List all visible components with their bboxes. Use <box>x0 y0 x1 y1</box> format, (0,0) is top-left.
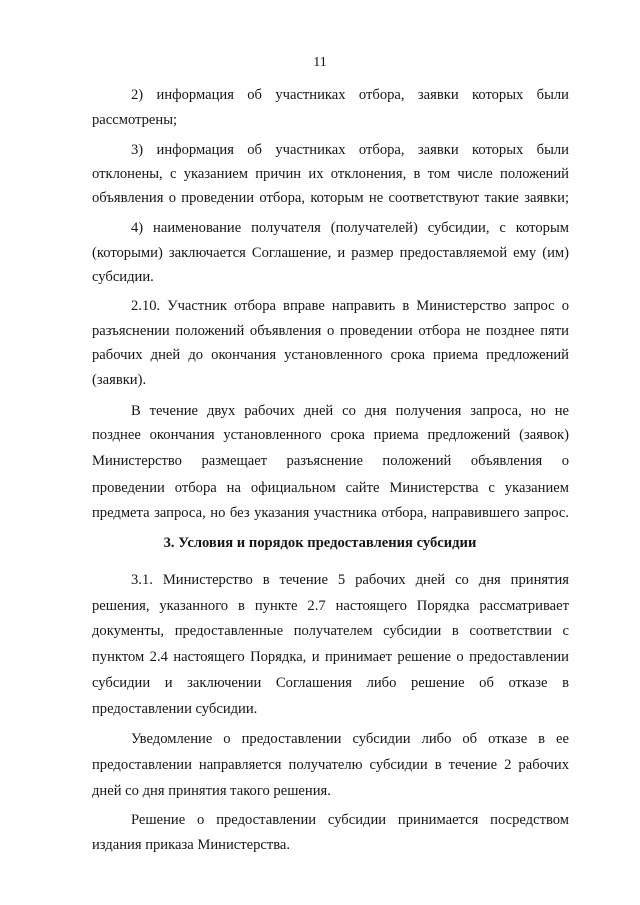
notification-paragraph-line-2: предоставлении направляется получателю субсидии в течение 2 рабочих <box>92 757 569 773</box>
clause-2-10-line-4: (заявки). <box>92 372 147 388</box>
clause-3-1-line-1: 3.1. Министерство в течение 5 рабочих дней со дня принятия <box>131 572 569 588</box>
item-4-line-1: 4) наименование получателя (получателей) субсидии, с которым <box>131 220 569 236</box>
clause-3-1-line-3: документы, предоставленные получателем субсидии в соответствии с <box>92 623 569 639</box>
clause-3-1-line-4: пунктом 2.4 настоящего Порядка, и принимает решение о предоставлении <box>92 649 569 665</box>
item-3-line-2: отклонены, с указанием причин их отклонения, в том числе положений <box>92 166 569 182</box>
item-3-line-1: 3) информация об участниках отбора, заявки которых были <box>131 142 569 158</box>
request-paragraph-line-3: Министерство размещает разъяснение положений объявления о <box>92 453 569 469</box>
item-4-line-2: (которыми) заключается Соглашение, и размер предоставляемой ему (им) <box>92 245 569 261</box>
page-number: 11 <box>313 55 327 70</box>
notification-paragraph-line-3: дней со дня принятия такого решения. <box>92 783 331 799</box>
request-paragraph-line-2: позднее окончания установленного срока приема предложений (заявок) <box>92 427 569 443</box>
clause-3-1-line-2: решения, указанного в пункте 2.7 настоящего Порядка рассматривает <box>92 598 569 614</box>
request-paragraph-line-5: предмета запроса, но без указания участника отбора, направившего запрос. <box>92 505 569 521</box>
item-2-line-2: рассмотрены; <box>92 112 178 128</box>
item-3-line-3: объявления о проведении отбора, которым не соответствуют такие заявки; <box>92 190 569 206</box>
clause-2-10-line-2: разъяснении положений объявления о проведении отбора не позднее пяти <box>92 323 569 339</box>
notification-paragraph-line-1: Уведомление о предоставлении субсидии либо об отказе в ее <box>131 731 569 747</box>
request-paragraph-line-4: проведении отбора на официальном сайте Министерства с указанием <box>92 480 569 496</box>
clause-2-10-line-1: 2.10. Участник отбора вправе направить в Министерство запрос о <box>131 298 569 314</box>
item-4-line-3: субсидии. <box>92 269 154 285</box>
clause-3-1-line-5: субсидии и заключении Соглашения либо решение об отказе в <box>92 675 569 691</box>
decision-paragraph-line-2: издания приказа Министерства. <box>92 837 291 853</box>
clause-2-10-line-3: рабочих дней до окончания установленного срока приема предложений <box>92 347 569 363</box>
decision-paragraph-line-1: Решение о предоставлении субсидии принимается посредством <box>131 812 569 828</box>
clause-3-1-line-6: предоставлении субсидии. <box>92 701 258 717</box>
item-2-line-1: 2) информация об участниках отбора, заявки которых были <box>131 87 569 103</box>
request-paragraph-line-1: В течение двух рабочих дней со дня получения запроса, но не <box>131 403 569 419</box>
section-3-heading: 3. Условия и порядок предоставления субсидии <box>163 535 477 551</box>
